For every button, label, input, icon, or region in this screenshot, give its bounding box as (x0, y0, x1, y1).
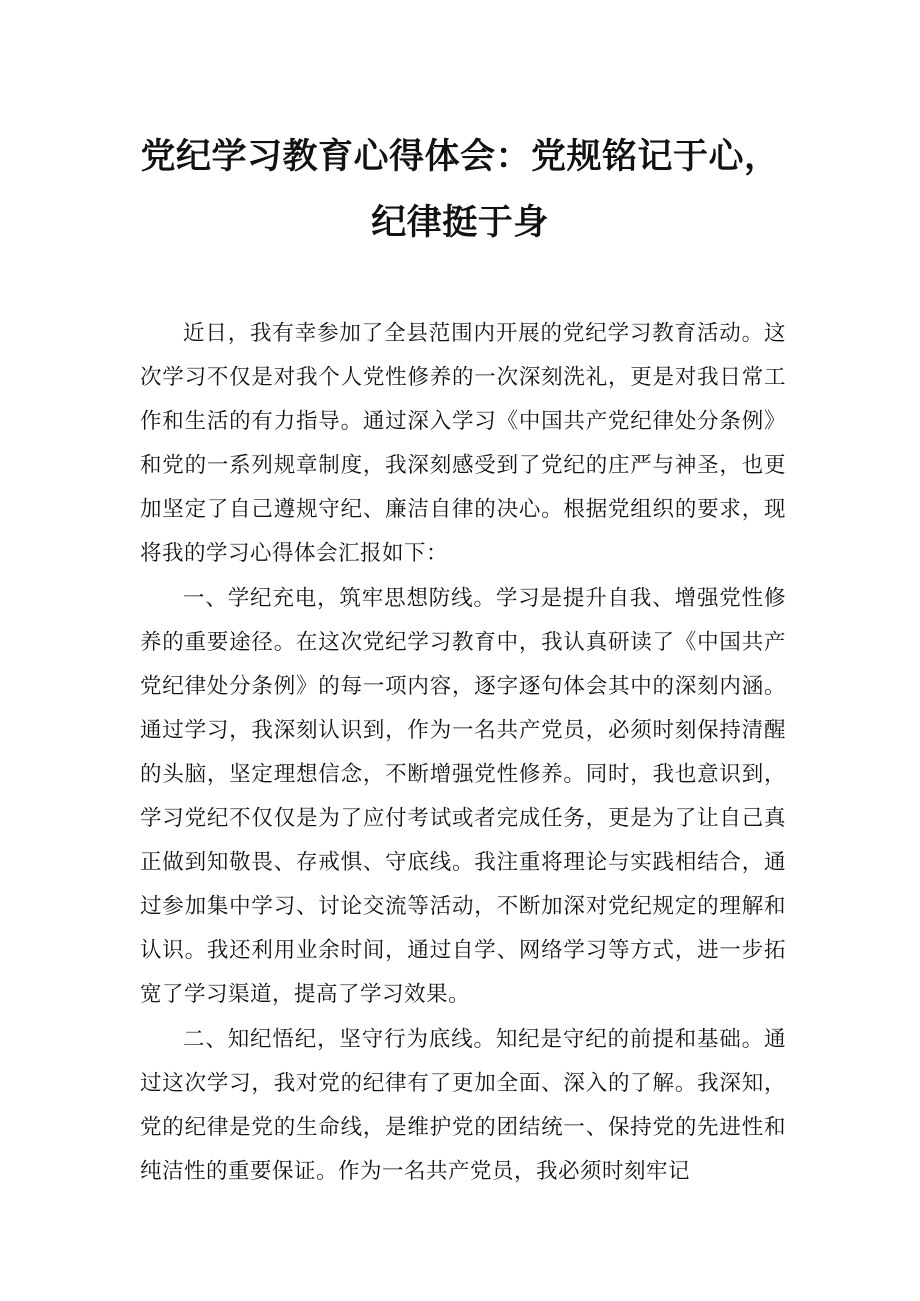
document-title: 党纪学习教育心得体会：党规铭记于心，纪律挺于身 (140, 137, 780, 243)
paragraph-intro: 近日，我有幸参加了全县范围内开展的党纪学习教育活动。这次学习不仅是对我个人党性修养的一次深刻洗礼，更是对我日常工作和生活的有力指导。通过深入学习《中国共产党纪律处分条例》和党的一系列规章制度，我深刻感受到了党纪的庄严与神圣，也更加坚定了自己遵规守纪、廉洁自律的决心。根据党组织的要求，现将我的学习心得体会汇报如下： (140, 321, 786, 567)
document-body (140, 312, 786, 1194)
paragraph-section-2: 二、知纪悟纪，坚守行为底线。知纪是守纪的前提和基础。通过这次学习，我对党的纪律有了更加全面、深入的了解。我深知，党的纪律是党的生命线，是维护党的团结统一、保持党的先进性和纯洁性的重要保证。作为一名共产党员，我必须时刻牢记 (140, 1026, 786, 1184)
paragraph-section-1: 一、学纪充电，筑牢思想防线。学习是提升自我、增强党性修养的重要途径。在这次党纪学习教育中，我认真研读了《中国共产党纪律处分条例》的每一项内容，逐字逐句体会其中的深刻内涵。通过学习，我深刻认识到，作为一名共产党员，必须时刻保持清醒的头脑，坚定理想信念，不断增强党性修养。同时，我也意识到，学习党纪不仅仅是为了应付考试或者完成任务，更是为了让自己真正做到知敬畏、存戒惧、守底线。我注重将理论与实践相结合，通过参加集中学习、讨论交流等活动，不断加深对党纪规定的理解和认识。我还利用业余时间，通过自学、网络学习等方式，进一步拓宽了学习渠道，提高了学习效果。 (140, 585, 786, 1008)
